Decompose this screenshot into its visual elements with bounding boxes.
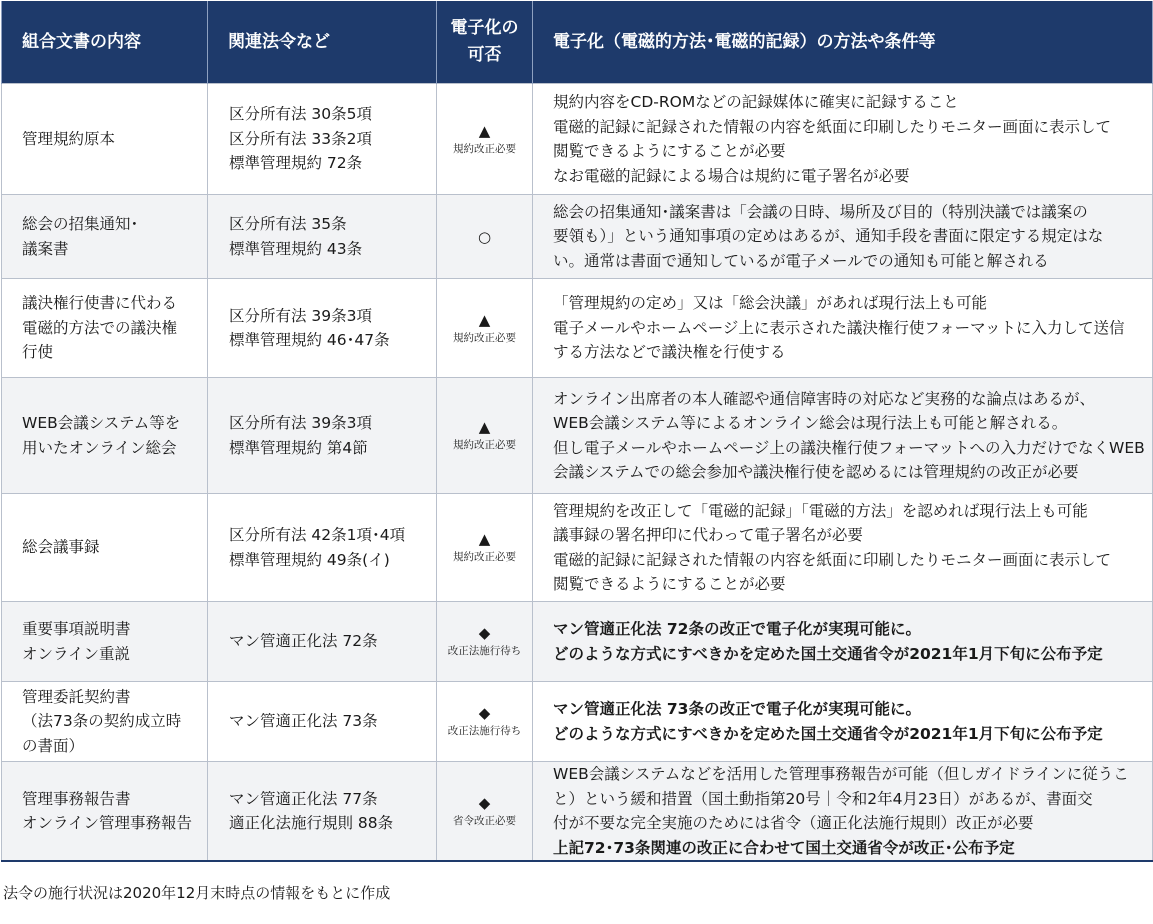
document-digitization-table: [1, 1, 1153, 862]
cell-laws: 区分所有法 39条3項 標準管理規約 第4節: [208, 378, 437, 494]
status-note: 規約改正必要: [453, 439, 516, 451]
table-row: [2, 84, 1153, 195]
cell-status: [437, 279, 533, 378]
cell-status: [437, 494, 533, 602]
cell-status: [437, 84, 533, 195]
cell-laws: マン管適正化法 73条: [208, 682, 437, 762]
table-header-row: [2, 1, 1153, 84]
table-row: [2, 682, 1153, 762]
status-mark: ▲: [478, 310, 491, 329]
cell-status: [437, 762, 533, 862]
status-mark: ◆: [478, 793, 491, 812]
table-row: [2, 762, 1153, 862]
cell-document: 議決権行使書に代わる 電磁的方法での議決権 行使: [2, 279, 208, 378]
cell-document: 管理委託契約書 （法73条の契約成立時 の書面）: [2, 682, 208, 762]
cell-laws: 区分所有法 35条 標準管理規約 43条: [208, 195, 437, 279]
status-mark: ◆: [478, 624, 491, 642]
cell-method: マン管適正化法 72条の改正で電子化が実現可能に。 どのような方式にすべきかを定めた国土交通省令が2021年1月下旬に公布予定: [533, 602, 1153, 682]
cell-status: [437, 378, 533, 494]
table-row: [2, 494, 1153, 602]
footnote: 法令の施行状況は2020年12月末時点の情報をもとに作成: [3, 884, 391, 902]
header-method-conditions: 電子化（電磁的方法･電磁的記録）の方法や条件等: [533, 1, 1153, 84]
status-mark: ▲: [478, 121, 491, 140]
header-document-content: 組合文書の内容: [2, 1, 208, 84]
cell-method: WEB会議システムなどを活用した管理事務報告が可能（但しガイドラインに従うこ と）という緩和措置（国土動指第20号｜令和2年4月23日）があるが、書面交 付が不要な完全実施のためには省令（適正化法施行規則）改正が必要 上記72･73条関連の改正に合わせて国土交通省令が改正･公布予定: [533, 762, 1153, 862]
table-row: [2, 279, 1153, 378]
cell-laws: マン管適正化法 72条: [208, 602, 437, 682]
cell-laws: 区分所有法 30条5項 区分所有法 33条2項 標準管理規約 72条: [208, 84, 437, 195]
cell-status: [437, 682, 533, 762]
status-mark: ◆: [478, 704, 491, 722]
table-row: [2, 378, 1153, 494]
cell-document: 総会の招集通知･ 議案書: [2, 195, 208, 279]
cell-method: 管理規約を改正して「電磁的記録」「電磁的方法」を認めれば現行法上も可能 議事録の署名押印に代わって電子署名が必要 電磁的記録に記録された情報の内容を紙面に印刷したりモニター画面に表示して 閲覧できるようにすることが必要: [533, 494, 1153, 602]
cell-status: [437, 195, 533, 279]
header-digitization-possible: 電子化の 可否: [437, 1, 533, 84]
status-note: 規約改正必要: [453, 331, 516, 344]
cell-method: マン管適正化法 73条の改正で電子化が実現可能に。 どのような方式にすべきかを定めた国土交通省令が2021年1月下旬に公布予定: [533, 682, 1153, 762]
table-row: [2, 602, 1153, 682]
table-row: [2, 195, 1153, 279]
status-note: 改正法施行待ち: [447, 725, 522, 737]
cell-document: 管理事務報告書 オンライン管理事務報告: [2, 762, 208, 862]
cell-method: 規約内容をCD-ROMなどの記録媒体に確実に記録すること 電磁的記録に記録された情報の内容を紙面に印刷したりモニター画面に表示して 閲覧できるようにすることが必要 なお電磁的記録による場合は規約に電子署名が必要: [533, 84, 1153, 195]
status-note: 改正法施行待ち: [447, 645, 522, 657]
status-mark: ○: [477, 227, 492, 246]
cell-document: 重要事項説明書 オンライン重説: [2, 602, 208, 682]
cell-method: 「管理規約の定め」又は「総会決議」があれば現行法上も可能 電子メールやホームページ上に表示された議決権行使フォーマットに入力して送信 する方法などで議決権を行使する: [533, 279, 1153, 378]
cell-document: 管理規約原本: [2, 84, 208, 195]
cell-document: 総会議事録: [2, 494, 208, 602]
status-note: 規約改正必要: [453, 142, 516, 155]
status-mark: ▲: [478, 418, 491, 436]
cell-document: WEB会議システム等を 用いたオンライン総会: [2, 378, 208, 494]
header-related-laws: 関連法令など: [208, 1, 437, 84]
status-mark: ▲: [478, 530, 491, 548]
cell-status: [437, 602, 533, 682]
cell-laws: マン管適正化法 77条 適正化法施行規則 88条: [208, 762, 437, 862]
cell-laws: 区分所有法 39条3項 標準管理規約 46･47条: [208, 279, 437, 378]
status-note: 省令改正必要: [453, 814, 516, 827]
cell-laws: 区分所有法 42条1項･4項 標準管理規約 49条(イ): [208, 494, 437, 602]
cell-method: オンライン出席者の本人確認や通信障害時の対応など実務的な論点はあるが、 WEB会議システム等によるオンライン総会は現行法上も可能と解される。 但し電子メールやホームページ上の議決権行使フォーマットへの入力だけでなくWEB 会議システムでの総会参加や議決権行使を認めるには管理規約の改正が必要: [533, 378, 1153, 494]
cell-method: 総会の招集通知･議案書は「会議の日時、場所及び目的（特別決議では議案の 要領も）」という通知事項の定めはあるが、通知手段を書面に限定する規定はな い。通常は書面で通知しているが電子メールでの通知も可能と解される: [533, 195, 1153, 279]
status-note: 規約改正必要: [453, 551, 516, 563]
